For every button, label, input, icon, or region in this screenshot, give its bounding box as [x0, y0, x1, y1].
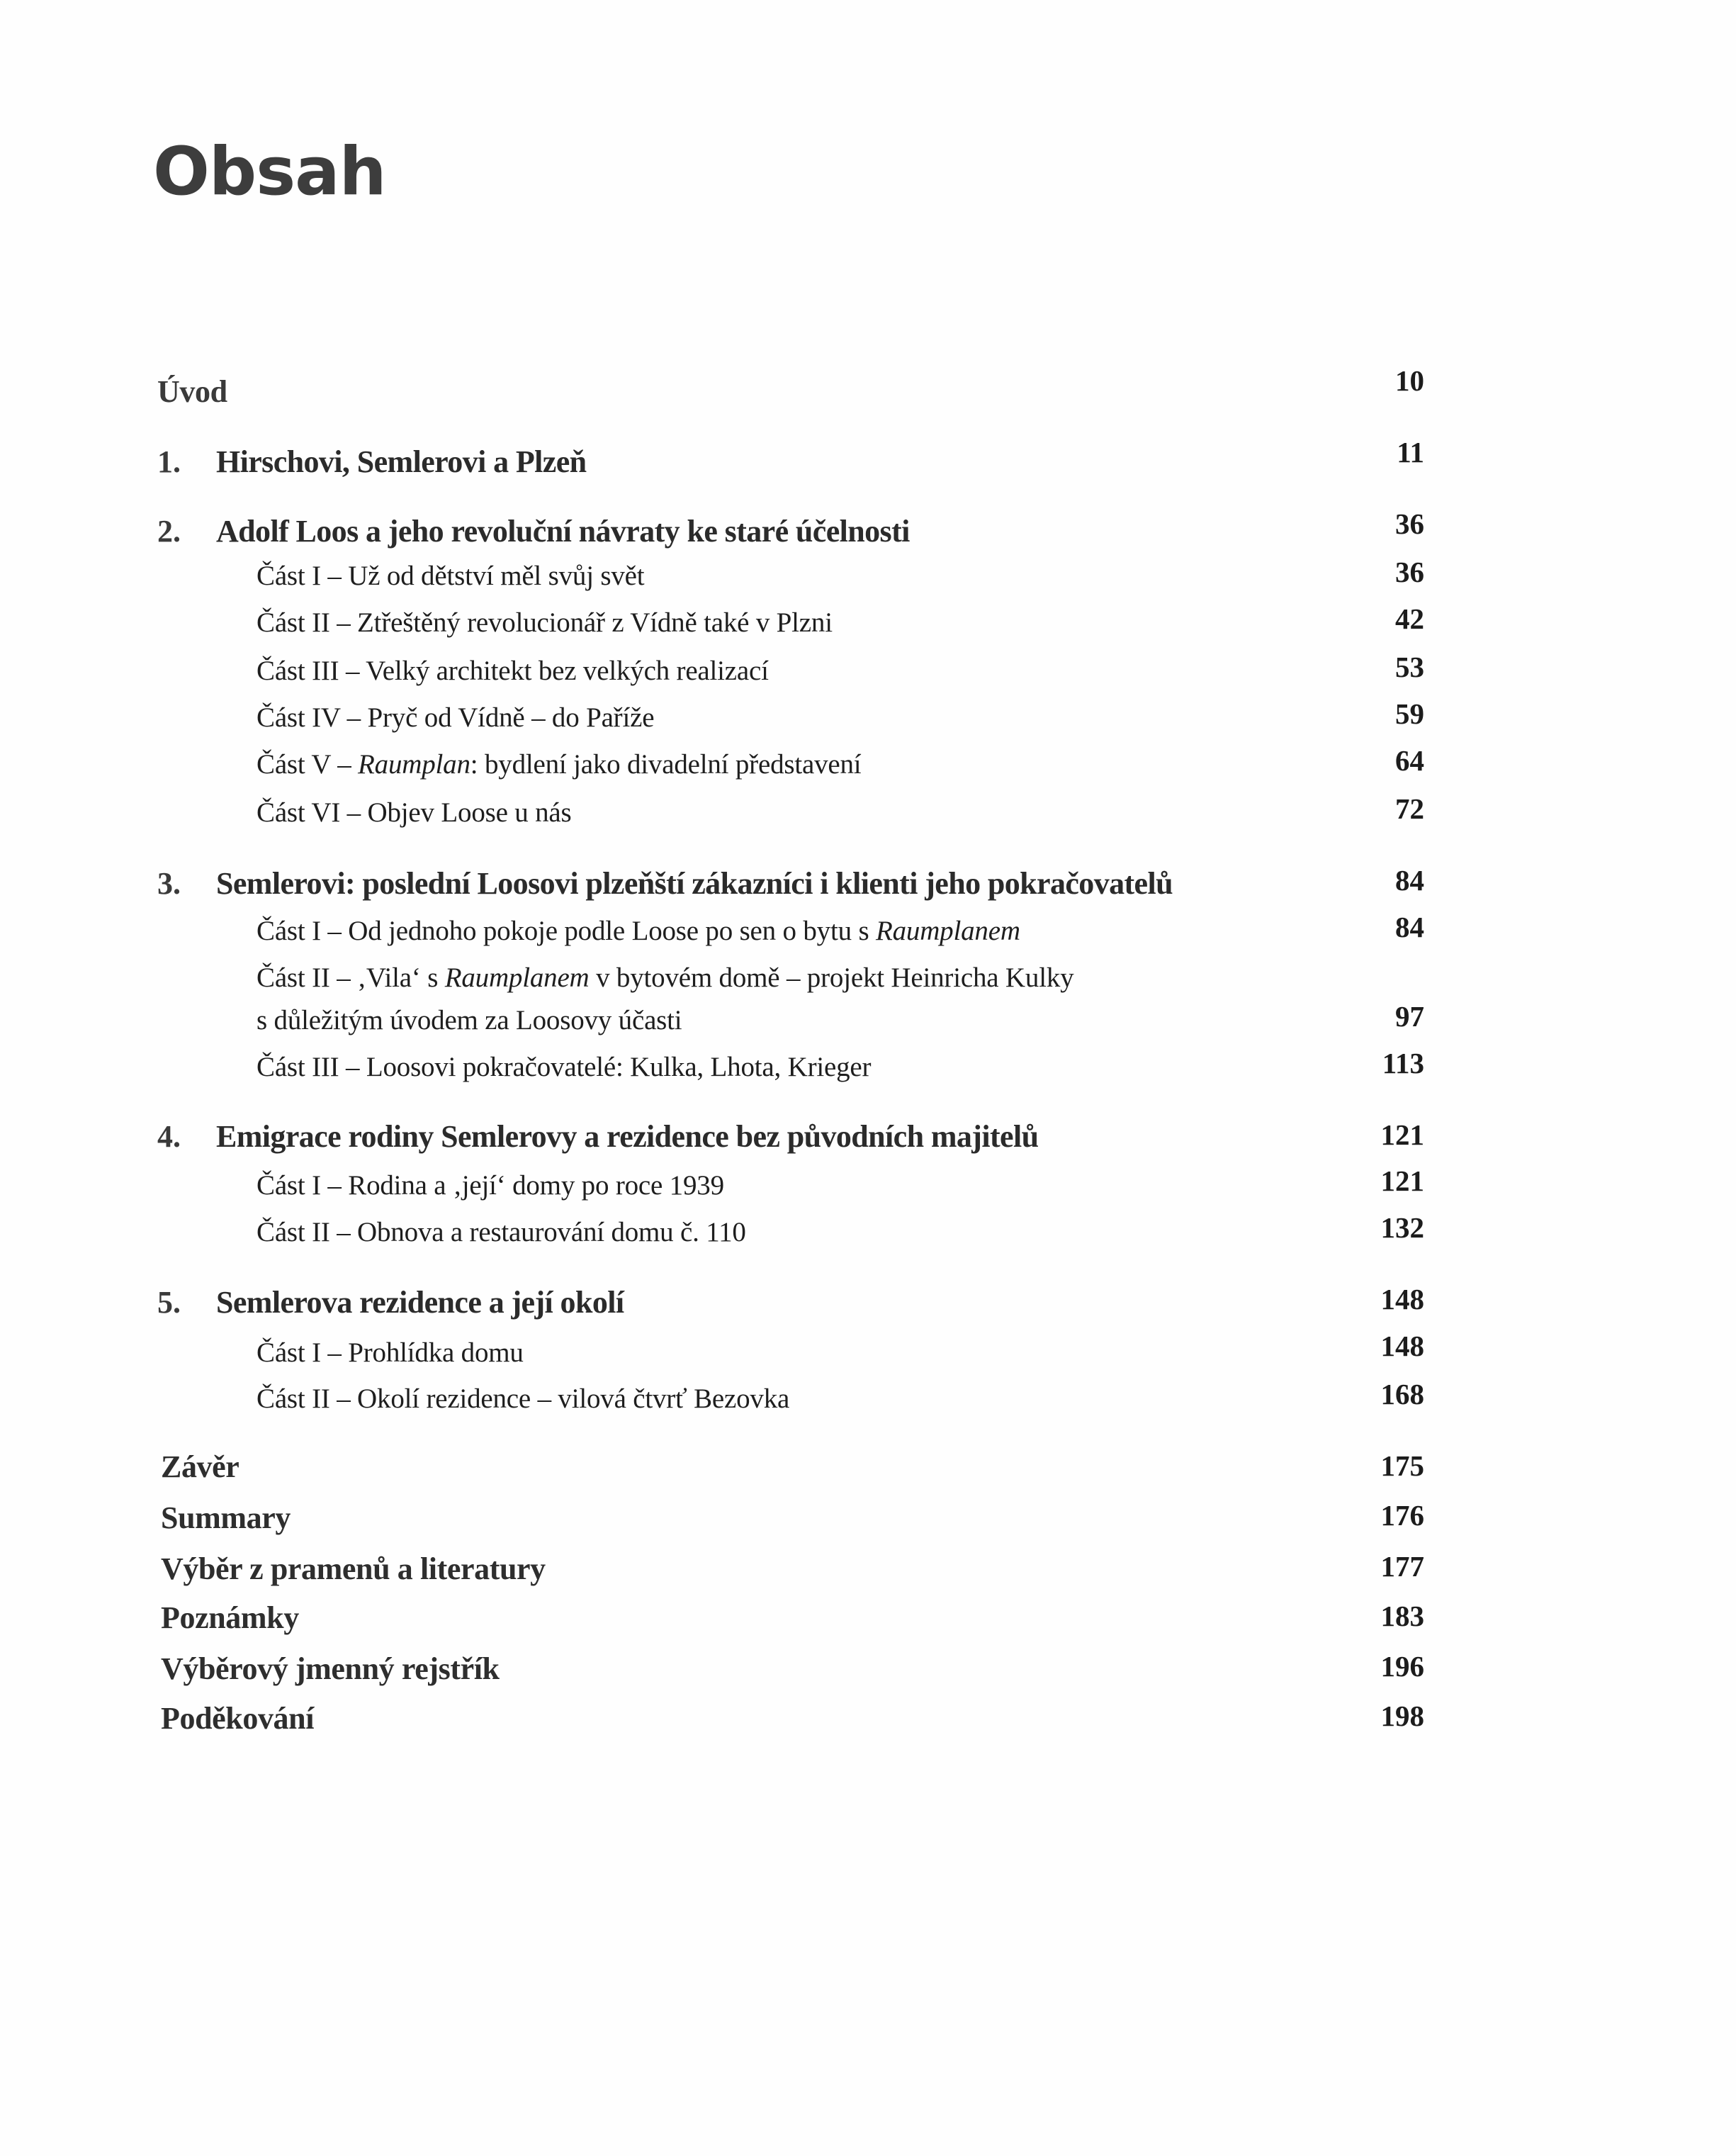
part-title: [257, 917, 1020, 945]
part-title-continuation: s důležitým úvodem za Loosovy účasti: [257, 1005, 682, 1035]
part-title: Část VI – Objev Loose u nás: [257, 797, 572, 828]
chapter-number: 4.: [157, 1119, 181, 1154]
page-number: 36: [1395, 556, 1424, 588]
page-number: 53: [1395, 651, 1424, 683]
entry-label: Poděkování: [161, 1701, 315, 1736]
part-title: Část II – Obnova a restaurování domu č. 110: [257, 1217, 746, 1247]
chapter-number: 2.: [157, 514, 181, 549]
chapter-title: Emigrace rodiny Semlerovy a rezidence bez původních majitelů: [216, 1119, 1039, 1154]
part-prefix: Část V –: [257, 749, 359, 780]
part-title: Část III – Velký architekt bez velkých realizací: [257, 656, 769, 686]
page-number: 64: [1395, 744, 1424, 777]
page-number: 84: [1395, 864, 1424, 897]
part-italic-term: Raumplanem: [875, 916, 1020, 946]
page-number: 121: [1380, 1118, 1424, 1151]
page-number: 196: [1380, 1650, 1424, 1683]
page-title: Obsah: [153, 133, 386, 210]
part-title: Část IV – Pryč od Vídně – do Paříže: [257, 702, 655, 733]
page-number: 132: [1380, 1211, 1424, 1244]
part-title: Část I – Už od dětství měl svůj svět: [257, 561, 645, 591]
part-suffix: v bytovém domě – projekt Heinricha Kulky: [589, 962, 1074, 993]
page-number: 36: [1395, 507, 1424, 540]
part-title: Část I – Prohlídka domu: [257, 1337, 524, 1368]
page-number: 10: [1395, 364, 1424, 397]
page-number: 177: [1380, 1550, 1424, 1583]
page-number: 72: [1395, 792, 1424, 825]
page-number: 121: [1380, 1164, 1424, 1197]
part-prefix: Část II – ‚Vila‘ s: [257, 962, 445, 993]
chapter-title: Adolf Loos a jeho revoluční návraty ke staré účelnosti: [216, 514, 910, 549]
page-number: 198: [1380, 1700, 1424, 1732]
chapter-title: Semlerovi: poslední Loosovi plzeňští zákazníci i klienti jeho pokračovatelů: [216, 866, 1173, 901]
entry-label: Poznámky: [161, 1600, 299, 1635]
part-italic-term: Raumplan: [358, 749, 470, 780]
entry-label: Závěr: [161, 1449, 239, 1484]
chapter-title: Hirschovi, Semlerovi a Plzeň: [216, 444, 587, 479]
part-title: Část II – Ztřeštěný revolucionář z Vídně také v Plzni: [257, 607, 833, 638]
chapter-number: 5.: [157, 1285, 181, 1320]
entry-label: Výběrový jmenný rejstřík: [161, 1651, 500, 1686]
part-suffix: : bydlení jako divadelní představení: [470, 749, 862, 780]
entry-label: Summary: [161, 1500, 291, 1535]
chapter-number: 1.: [157, 444, 181, 479]
part-prefix: Část I – Od jednoho pokoje podle Loose po sen o bytu s: [257, 916, 876, 946]
page-number: 97: [1395, 1000, 1424, 1033]
page-number: 42: [1395, 602, 1424, 635]
part-italic-term: Raumplanem: [444, 962, 590, 993]
page-number: 148: [1380, 1330, 1424, 1362]
chapter-title: Semlerova rezidence a její okolí: [216, 1285, 624, 1320]
page-number: 11: [1397, 436, 1424, 468]
part-title: Část I – Rodina a ‚její‘ domy po roce 1939: [257, 1170, 724, 1201]
page-number: 59: [1395, 697, 1424, 730]
chapter-number: 3.: [157, 866, 181, 901]
page-number: 175: [1380, 1449, 1424, 1482]
page-number: 168: [1380, 1378, 1424, 1410]
page-number: 113: [1382, 1047, 1424, 1079]
page-number: 84: [1395, 911, 1424, 943]
entry-label: Výběr z pramenů a literatury: [161, 1551, 546, 1586]
part-title: [257, 964, 1073, 992]
page-number: 176: [1380, 1499, 1424, 1532]
part-title: Část II – Okolí rezidence – vilová čtvrť Bezovka: [257, 1383, 790, 1414]
part-title: Část III – Loosovi pokračovatelé: Kulka, Lhota, Krieger: [257, 1052, 872, 1082]
page-number: 148: [1380, 1283, 1424, 1315]
page-number: 183: [1380, 1600, 1424, 1632]
part-title: [257, 751, 861, 778]
entry-label: Úvod: [157, 374, 227, 409]
